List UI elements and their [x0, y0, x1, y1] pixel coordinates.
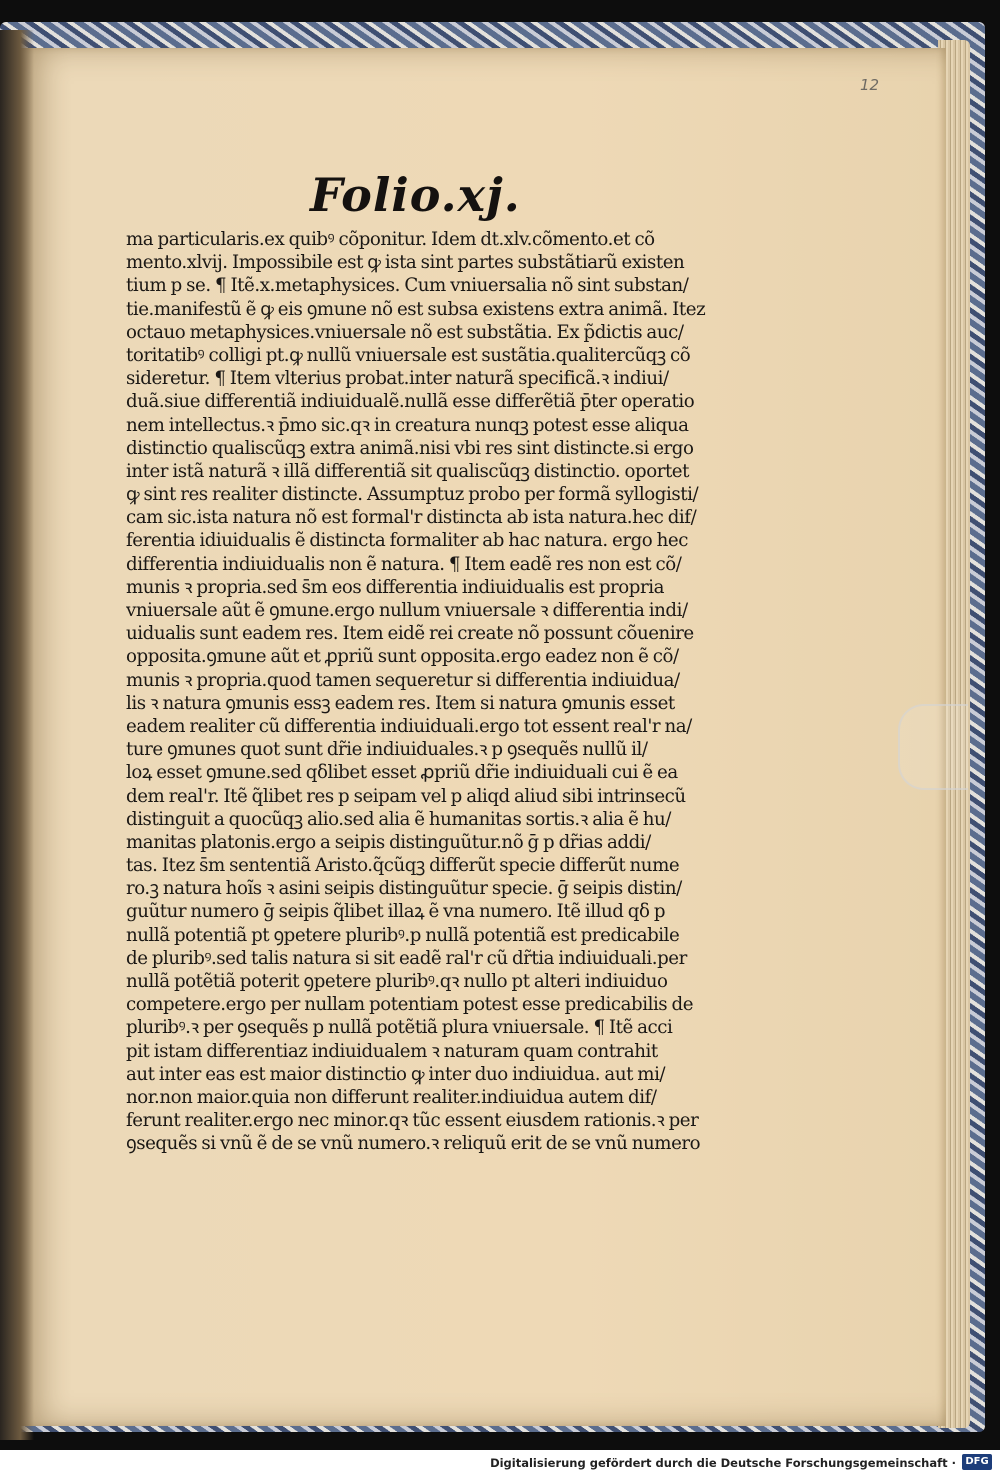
- text-line: octauo metaphysices.vniuersale nõ est substãtia. Ex p̃dictis auc/: [126, 321, 684, 343]
- text-line: nem intellectus.ꝛ p̄mo sic.qꝛ in creatura nunqꝫ potest esse aliqua: [126, 414, 689, 436]
- text-line: manitas platonis.ergo a seipis distinguũtur.nõ ḡ p dr̃ias addi/: [126, 831, 651, 853]
- text-line: nullã potẽtiã poterit ꝯpetere pluribꝰ.qꝛ nullo pt alteri indiuiduo: [126, 971, 668, 992]
- text-line: ꝯsequẽs si vnũ ẽ de se vnũ numero.ꝛ reliquũ erit de se vnũ numero: [126, 1133, 701, 1155]
- text-line: ture ꝯmunes quot sunt dr̃ie indiuiduales.ꝛ p ꝯsequẽs nullũ il/: [126, 739, 648, 761]
- text-line: ꝙ sint res realiter distincte. Assumptuz probo per formã syllogisti/: [126, 484, 699, 506]
- text-line: lis ꝛ natura ꝯmunis essꝫ eadem res. Item si natura ꝯmunis esset: [126, 692, 675, 714]
- text-line: ferentia idiuidualis ẽ distincta formaliter ab hac natura. ergo hec: [126, 530, 688, 552]
- text-line: mento.xlvij. Impossibile est ꝙ ista sint partes substãtiarũ existen: [126, 252, 685, 274]
- text-line: loꝝ esset ꝯmune.sed qδlibet esset ꝓpriũ dr̃ie indiuiduali cui ẽ ea: [126, 762, 678, 784]
- text-line: cam sic.ista natura nõ est formal'r distincta ab ista natura.hec dif/: [126, 507, 697, 529]
- footer-credit: Digitalisierung gefördert durch die Deutsche Forschungsgemeinschaft ·: [490, 1456, 956, 1470]
- body-text: [126, 228, 726, 1156]
- text-line: competere.ergo per nullam potentiam potest esse predicabilis de: [126, 994, 694, 1016]
- text-line: nor.non maior.quia non differunt realiter.indiuidua autem dif/: [126, 1086, 657, 1108]
- text-line: distinctio qualiscũqꝫ extra animã.nisi vbi res sint distincte.si ergo: [126, 437, 694, 459]
- text-line: tas. Itez s̄m sententiã Aristo.q̃cũqꝫ differũt specie differũt nume: [126, 855, 680, 877]
- text-line: pit istam differentiaz indiuidualem ꝛ naturam quam contrahit: [126, 1040, 658, 1062]
- text-line: eadem realiter cũ differentia indiuiduali.ergo tot essent real'r na/: [126, 715, 692, 737]
- text-line: pluribꝰ.ꝛ per ꝯsequẽs p nullã potẽtiã plura vniuersale. ¶ Itẽ acci: [126, 1017, 673, 1039]
- dfg-logo: DFG: [962, 1454, 992, 1470]
- text-line: ma particularis.ex quibꝰ cõponitur. Idem dt.xlv.cõmento.et cõ: [126, 229, 655, 250]
- text-line: vniuersale aũt ẽ ꝯmune.ergo nullum vniuersale ꝛ differentia indi/: [126, 600, 688, 621]
- page-clip: [898, 704, 968, 790]
- text-line: sideretur. ¶ Item vlterius probat.inter naturã specificã.ꝛ indiui/: [126, 368, 669, 390]
- text-line: munis ꝛ propria.sed s̄m eos differentia indiuidualis est propria: [126, 576, 664, 598]
- text-line: munis ꝛ propria.quod tamen sequeretur si differentia indiuidua/: [126, 669, 680, 691]
- text-line: nullã potentiã pt ꝯpetere pluribꝰ.p nullã potentiã est predicabile: [126, 924, 680, 946]
- text-line: inter istã naturã ꝛ illã differentiã sit qualiscũqꝫ distinctio. oportet: [126, 460, 689, 482]
- text-line: guũtur numero ḡ seipis q̃libet illaꝝ ẽ vna numero. Itẽ illud qδ p: [126, 901, 666, 923]
- folio-heading: Folio.xj.: [310, 168, 521, 222]
- text-line: duã.siue differentiã indiuidualẽ.nullã esse differẽtiã p̄ter operatio: [126, 391, 695, 413]
- page-number: 12: [860, 76, 880, 94]
- text-line: opposita.ꝯmune aũt et ꝓpriũ sunt opposita.ergo eadez non ẽ cõ/: [126, 646, 679, 668]
- text-line: aut inter eas est maior distinctio ꝙ inter duo indiuidua. aut mi/: [126, 1063, 666, 1085]
- text-line: ferunt realiter.ergo nec minor.qꝛ tũc essent eiusdem rationis.ꝛ per: [126, 1110, 699, 1132]
- text-line: ro.ꝫ natura hoĩs ꝛ asini seipis distinguũtur specie. ḡ seipis distin/: [126, 878, 682, 900]
- text-line: tie.manifestũ ẽ ꝙ eis ꝯmune nõ est subsa existens extra animã. Itez: [126, 298, 706, 320]
- text-line: de pluribꝰ.sed talis natura si sit eadẽ ral'r cũ dr̃tia indiuiduali.per: [126, 947, 687, 969]
- text-line: dem real'r. Itẽ q̃libet res p seipam vel p aliqd aliud sibi intrinsecũ: [126, 785, 686, 807]
- spine-shadow: [0, 30, 34, 1440]
- text-line: differentia indiuidualis non ẽ natura. ¶ Item eadẽ res non est cõ/: [126, 553, 682, 575]
- text-line: toritatibꝰ colligi pt.ꝙ nullũ vniuersale est sustãtia.qualitercũqꝫ cõ: [126, 344, 691, 366]
- text-line: tium p se. ¶ Itẽ.x.metaphysices. Cum vniuersalia nõ sint substan/: [126, 275, 689, 297]
- text-line: uidualis sunt eadem res. Item eidẽ rei create nõ possunt cõuenire: [126, 623, 694, 645]
- text-line: distinguit a quocũqꝫ alio.sed alia ẽ humanitas sortis.ꝛ alia ẽ hu/: [126, 808, 671, 830]
